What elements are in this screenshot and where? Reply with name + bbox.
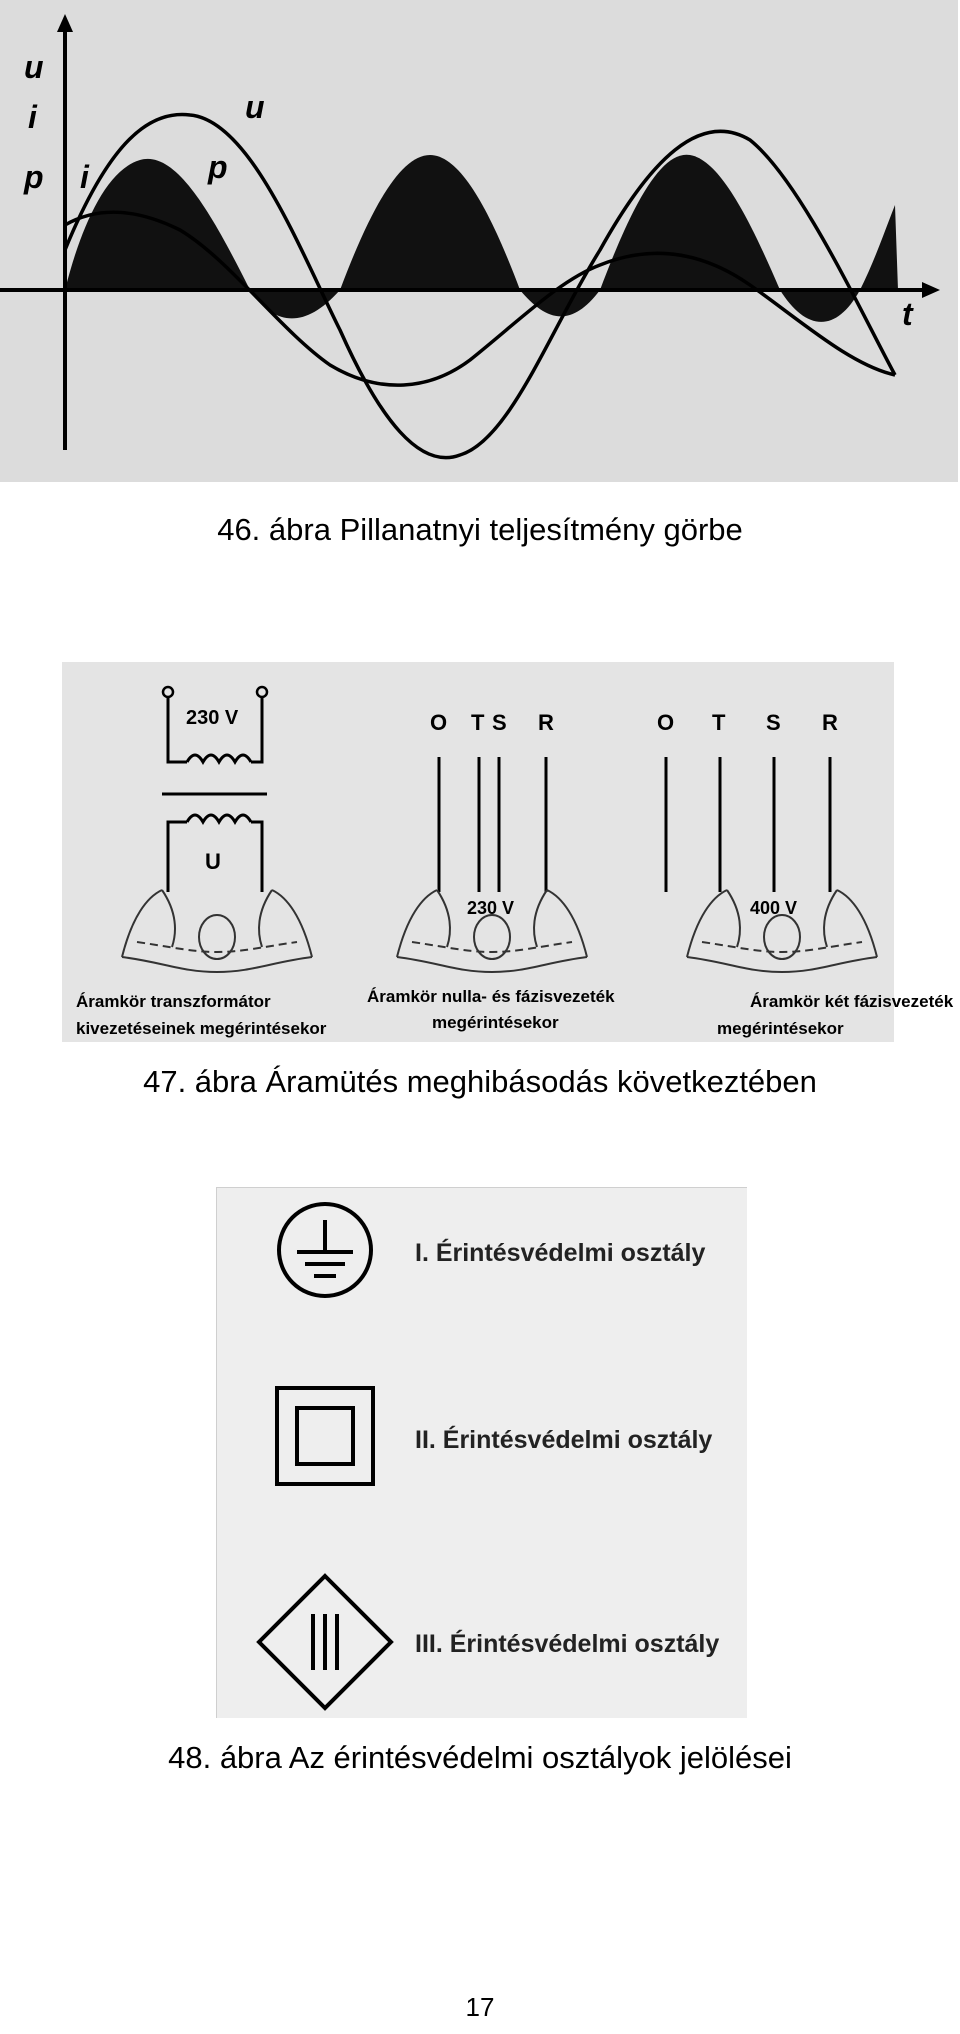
figure-48-caption: 48. ábra Az érintésvédelmi osztályok jelölései — [168, 1740, 792, 1775]
class-2-label: II. Érintésvédelmi osztály — [415, 1426, 713, 1454]
panel3-caption-line2: megérintésekor — [717, 1019, 844, 1038]
secondary-coil — [187, 815, 251, 822]
panel2-caption-line2: megérintésekor — [432, 1013, 559, 1032]
figure-46-power-curve — [0, 0, 958, 482]
axis-label-p: p — [24, 159, 44, 195]
conductor-label-R-2: R — [822, 710, 838, 735]
conductor-label-T-2: T — [712, 710, 726, 735]
conductor-label-S-2: S — [766, 710, 781, 735]
double-insulation-icon — [277, 1388, 373, 1484]
power-curve-plot — [0, 0, 958, 482]
panel2-caption-line1: Áramkör nulla- és fázisvezeték — [367, 987, 615, 1006]
panel1-caption-line1: Áramkör transzformátor — [76, 992, 271, 1011]
figure-48-protection-classes — [216, 1187, 747, 1718]
axis-label-t: t — [902, 296, 913, 332]
terminal-left-top — [163, 687, 173, 697]
power-lobe-positive-2 — [340, 155, 520, 290]
panel1-caption-line2: kivezetéseinek megérintésekor — [76, 1019, 327, 1038]
conductor-label-S: S — [492, 710, 507, 735]
panel3-caption-line1: Áramkör két fázisvezeték — [750, 992, 954, 1011]
protective-earth-icon — [279, 1204, 371, 1296]
curve-label-p: p — [208, 149, 228, 185]
power-lobe-positive-4 — [860, 205, 898, 290]
page-number: 17 — [465, 1992, 495, 2022]
conductor-label-T: T — [471, 710, 485, 735]
power-lobe-positive-3 — [600, 155, 780, 290]
axis-label-i: i — [28, 99, 37, 135]
y-axis-arrow — [57, 14, 73, 32]
conductor-label-O: O — [430, 710, 448, 735]
curve-label-i: i — [80, 159, 89, 195]
class-2-row — [277, 1388, 712, 1484]
figure-47-caption: 47. ábra Áramütés meghibásodás következtében — [143, 1064, 817, 1099]
panel-two-phase — [657, 710, 954, 1038]
terminal-right-top — [257, 687, 267, 697]
figure-47-electric-shock — [62, 662, 954, 1042]
safety-extra-low-voltage-icon — [259, 1576, 391, 1708]
t-axis-arrow — [922, 282, 940, 298]
person-figure-1 — [122, 890, 312, 972]
curve-label-u: u — [245, 89, 265, 125]
axis-label-u: u — [24, 49, 44, 85]
conductor-label-R: R — [538, 710, 554, 735]
panel2-voltage-label: 230 V — [467, 898, 515, 918]
primary-coil — [187, 755, 251, 762]
panel3-voltage-label: 400 V — [750, 898, 798, 918]
primary-winding — [168, 697, 187, 762]
electric-shock-diagram — [62, 662, 954, 1042]
power-lobe-negative-2 — [520, 290, 600, 316]
panel-neutral-phase — [367, 710, 615, 1032]
primary-winding-right — [251, 697, 262, 762]
class-3-label: III. Érintésvédelmi osztály — [415, 1630, 720, 1658]
conductor-label-O-2: O — [657, 710, 675, 735]
class-3-row — [259, 1576, 719, 1708]
secondary-winding-right — [251, 822, 262, 892]
protection-class-symbols — [217, 1188, 747, 1718]
class-1-row — [279, 1204, 705, 1296]
transformer-voltage-label: 230 V — [186, 707, 239, 729]
figure-46-caption: 46. ábra Pillanatnyi teljesítmény görbe — [217, 512, 743, 547]
panel-transformer — [76, 687, 327, 1038]
transformer-u-label: U — [205, 849, 221, 874]
class-1-label: I. Érintésvédelmi osztály — [415, 1239, 706, 1267]
secondary-winding-left — [168, 822, 187, 892]
